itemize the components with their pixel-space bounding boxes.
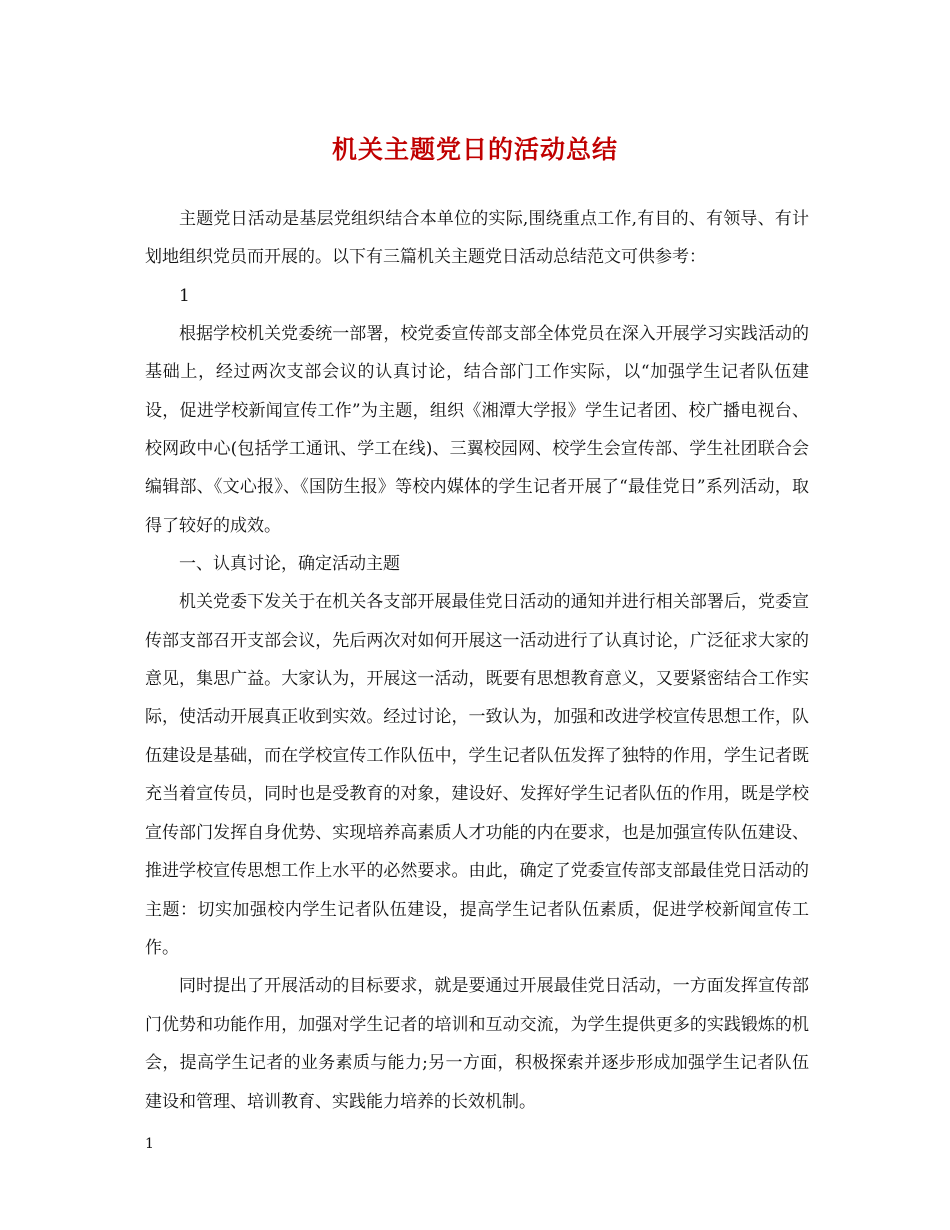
section-heading: 一、认真讨论，确定活动主题 [179,554,400,575]
intro-paragraph: 主题党日活动是基层党组织结合本单位的实际,围绕重点工作,有目的、有领导、有计划地组织党员而开展的。以下有三篇机关主题党日活动总结范文可供参考： [145,209,809,268]
page-number: 1 [145,1136,154,1152]
section-number: 1 [179,285,190,306]
document-title: 机关主题党日的活动总结 [331,135,618,164]
body-paragraph: 同时提出了开展活动的目标要求，就是要通过开展最佳党日活动，一方面发挥宣传部门优势和功能作用，加强对学生记者的培训和互动交流，为学生提供更多的实践锻炼的机会，提高学生记者的业务素质与能力;另一方面，积极探索并逐步形成加强学生记者队伍建设和管理、培训教育、实践能力培养的长效机制。 [145,976,809,1112]
body-paragraph: 机关党委下发关于在机关各支部开展最佳党日活动的通知并进行相关部署后，党委宣传部支部召开支部会议，先后两次对如何开展这一活动进行了认真讨论，广泛征求大家的意见，集思广益。大家认为，开展这一活动，既要有思想教育意义，又要紧密结合工作实际，使活动开展真正收到实效。经过讨论，一致认为，加强和改进学校宣传思想工作，队伍建设是基础，而在学校宣传工作队伍中，学生记者队伍发挥了独特的作用，学生记者既充当着宣传员，同时也是受教育的对象，建设好、发挥好学生记者队伍的作用，既是学校宣传部门发挥自身优势、实现培养高素质人才功能的内在要求，也是加强宣传队伍建设、推进学校宣传思想工作上水平的必然要求。由此，确定了党委宣传部支部最佳党日活动的主题：切实加强校内学生记者队伍建设，提高学生记者队伍素质，促进学校新闻宣传工作。 [145,592,809,958]
document-body [145,200,809,1121]
body-paragraph: 根据学校机关党委统一部署，校党委宣传部支部全体党员在深入开展学习实践活动的基础上，经过两次支部会议的认真讨论，结合部门工作实际，以“加强学生记者队伍建设，促进学校新闻宣传工作”为主题，组织《湘潭大学报》学生记者团、校广播电视台、校网政中心(包括学工通讯、学工在线)、三翼校园网、校学生会宣传部、学生社团联合会编辑部、《文心报》、《国防生报》等校内媒体的学生记者开展了“最佳党日”系列活动，取得了较好的成效。 [145,323,809,536]
